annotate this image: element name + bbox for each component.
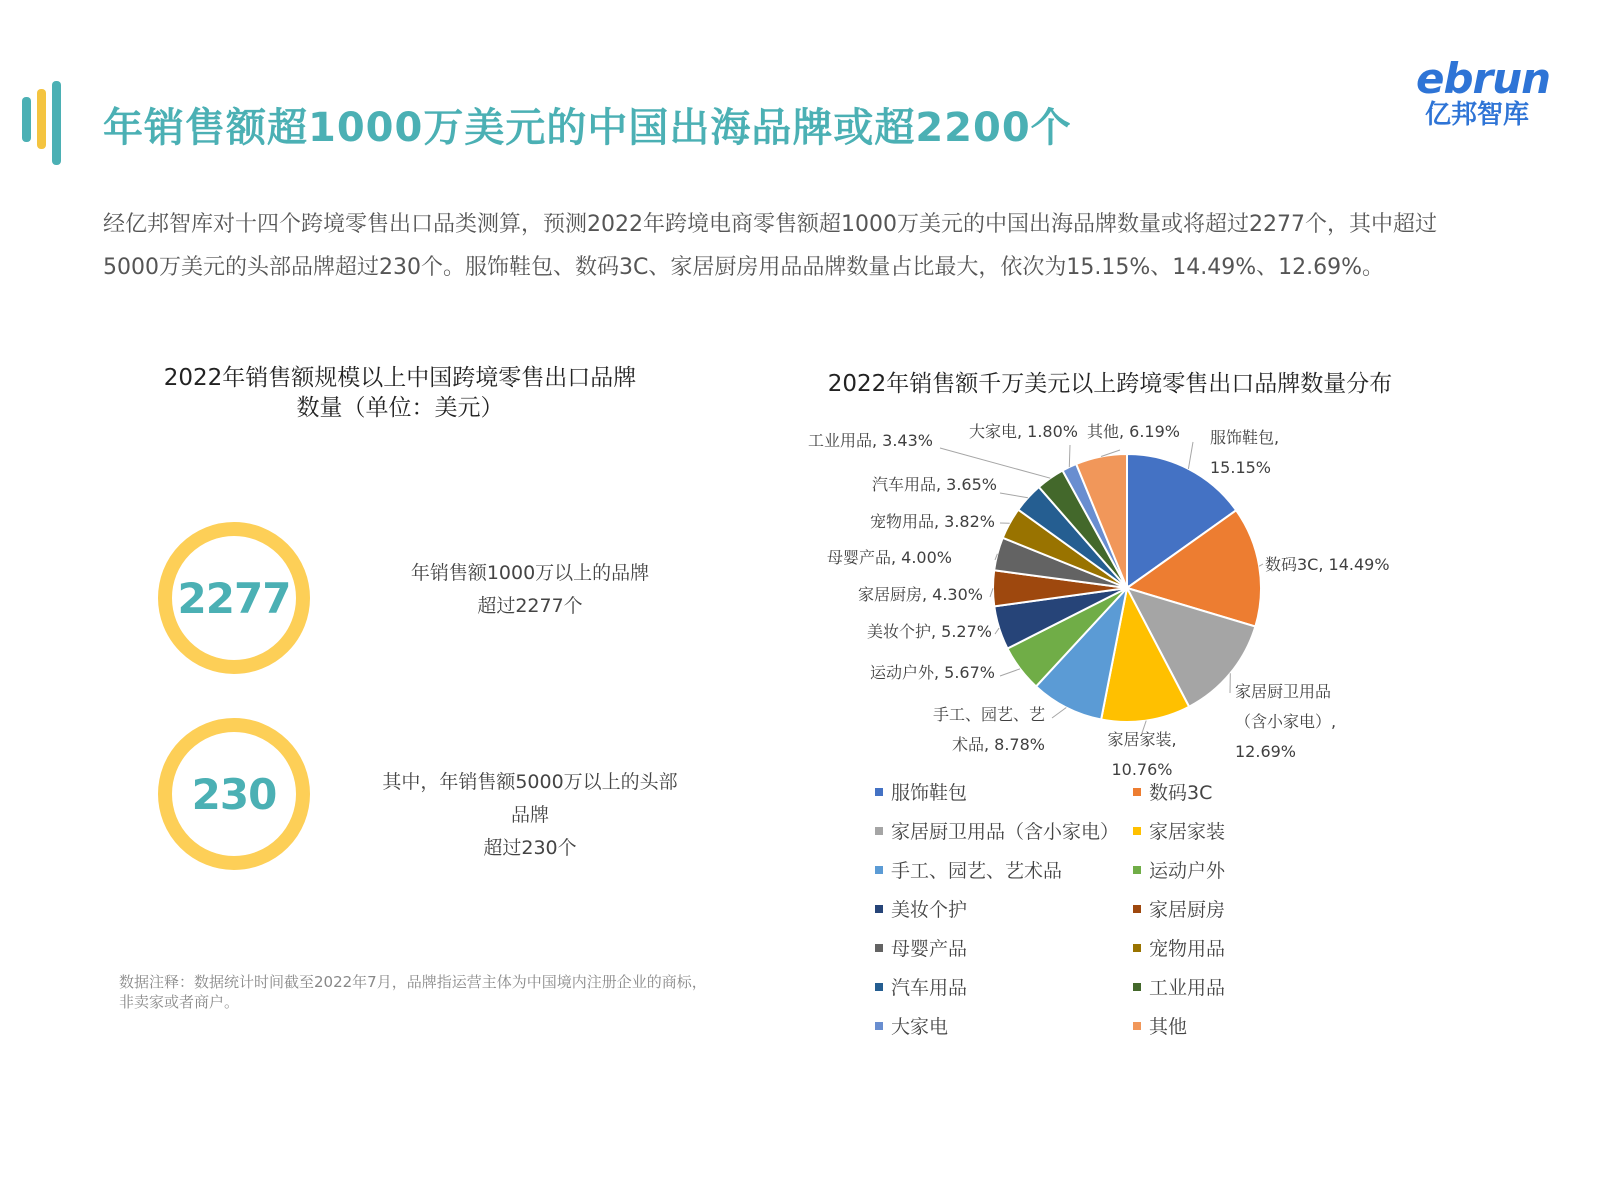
pie-data-label [1210, 428, 1279, 477]
pie-label-line: （含小家电）, [1235, 712, 1337, 731]
legend-item [1133, 928, 1391, 967]
pie-label-line: 其他, 6.19% [1086, 422, 1180, 441]
legend-label: 美妆个护 [891, 899, 968, 921]
logo-wordmark: ebrun [1416, 54, 1551, 103]
left-panel-title [130, 363, 670, 423]
stat-desc-line: 其中，年销售额5000万以上的头部 [382, 771, 678, 793]
legend-label: 其他 [1149, 1016, 1188, 1038]
legend-swatch [1133, 1022, 1141, 1030]
legend-swatch [1133, 827, 1141, 835]
stat-ring-230 [158, 718, 310, 870]
pie-data-label [1087, 422, 1180, 441]
pie-leader-line [940, 448, 1050, 478]
pie-label-line: 家居厨房, 4.30% [857, 585, 983, 604]
legend-swatch [875, 866, 883, 874]
legend-label: 服饰鞋包 [891, 782, 968, 804]
pie-data-label [1107, 730, 1176, 775]
legend-item [875, 889, 1133, 928]
stat-ring-2277 [158, 522, 310, 674]
legend-swatch [1133, 983, 1141, 991]
legend-label: 手工、园艺、艺术品 [891, 860, 1063, 882]
pie-leader-line [1052, 708, 1066, 719]
data-footnote [119, 972, 769, 1012]
legend-item [1133, 889, 1391, 928]
pie-chart [780, 415, 1440, 775]
stat-description [350, 766, 710, 865]
logo-chinese-name: 亿邦智库 [1424, 100, 1529, 130]
stat-desc-line: 超过2277个 [477, 595, 583, 617]
legend-item [875, 1006, 1133, 1045]
legend-item [875, 811, 1133, 850]
legend-label: 汽车用品 [891, 977, 968, 999]
ebrun-logo [1416, 54, 1551, 130]
legend-swatch [875, 983, 883, 991]
legend-item [875, 850, 1133, 889]
pie-data-label [867, 622, 992, 641]
pie-label-line: 术品, 8.78% [951, 735, 1045, 754]
stat-desc-line: 品牌 [510, 804, 549, 826]
pie-data-label [1235, 682, 1336, 761]
accent-bar-short [22, 97, 31, 142]
legend-item [1133, 850, 1391, 889]
legend-label: 大家电 [891, 1016, 949, 1038]
intro-paragraph [103, 203, 1503, 289]
legend-swatch [1133, 788, 1141, 796]
legend-swatch [875, 1022, 883, 1030]
pie-leader-line [995, 628, 999, 634]
legend-label: 数码3C [1149, 782, 1213, 804]
pie-label-line: 美妆个护, 5.27% [866, 622, 992, 641]
legend-swatch [875, 788, 883, 796]
pie-leader-line [1188, 442, 1193, 469]
pie-leader-line [1000, 669, 1020, 676]
pie-label-line: 工业用品, 3.43% [807, 431, 933, 450]
legend-swatch [875, 905, 883, 913]
pie-leader-line [1069, 445, 1070, 467]
pie-data-label [808, 431, 933, 450]
pie-label-line: 母婴产品, 4.00% [826, 548, 952, 567]
pie-data-label [870, 512, 995, 531]
footnote-line-1: 数据注释：数据统计时间截至2022年7月，品牌指运营主体为中国境内注册企业的商标， [119, 973, 707, 991]
pie-data-label [870, 663, 995, 682]
pie-label-line: 大家电, 1.80% [968, 422, 1078, 441]
pie-data-label [827, 548, 952, 567]
chart-title: 2022年销售额千万美元以上跨境零售出口品牌数量分布 [827, 371, 1393, 397]
pie-label-line: 家居家装, [1107, 730, 1177, 749]
stat-description [350, 557, 710, 623]
left-title-line-2: 数量（单位：美元） [296, 395, 504, 421]
legend-label: 家居厨房 [1149, 899, 1226, 921]
pie-label-line: 家居厨卫用品 [1235, 682, 1332, 701]
page-title: 年销售额超1000万美元的中国出海品牌或超2200个 [103, 105, 1072, 151]
accent-bar-tall [52, 81, 61, 165]
pie-data-label [933, 705, 1045, 754]
legend-label: 运动户外 [1149, 860, 1226, 882]
legend-swatch [1133, 944, 1141, 952]
pie-label-line: 手工、园艺、艺 [932, 705, 1045, 724]
stat-value: 230 [191, 769, 277, 819]
stat-value: 2277 [177, 573, 291, 623]
pie-label-line: 15.15% [1210, 458, 1272, 477]
legend-swatch [1133, 905, 1141, 913]
legend-swatch [1133, 866, 1141, 874]
legend-label: 宠物用品 [1149, 938, 1226, 960]
left-title-line-1: 2022年销售额规模以上中国跨境零售出口品牌 [163, 365, 637, 391]
legend-item [1133, 1006, 1391, 1045]
legend-swatch [875, 827, 883, 835]
chart-legend [875, 772, 1395, 1045]
pie-data-label [872, 475, 997, 494]
stat-desc-line: 超过230个 [483, 837, 577, 859]
pie-label-line: 10.76% [1111, 760, 1173, 775]
intro-line-2: 5000万美元的头部品牌超过230个。服饰鞋包、数码3C、家居厨房用品品牌数量占比最大，依次为15.15%、14.49%、12.69%。 [103, 255, 1384, 280]
pie-label-line: 宠物用品, 3.82% [869, 512, 995, 531]
pie-label-line: 数码3C, 14.49% [1265, 555, 1390, 574]
legend-label: 母婴产品 [891, 938, 968, 960]
legend-label: 家居家装 [1149, 821, 1226, 843]
footnote-line-2: 非卖家或者商户。 [119, 993, 240, 1011]
pie-data-label [858, 585, 983, 604]
legend-label: 工业用品 [1149, 977, 1226, 999]
intro-line-1: 经亿邦智库对十四个跨境零售出口品类测算，预测2022年跨境电商零售额超1000万美元的中国出海品牌数量或将超过2277个，其中超过 [103, 212, 1437, 237]
legend-swatch [875, 944, 883, 952]
pie-label-line: 汽车用品, 3.65% [871, 475, 997, 494]
legend-label: 家居厨卫用品（含小家电） [891, 821, 1120, 843]
accent-bar-middle [37, 89, 46, 149]
pie-data-label [1265, 555, 1390, 574]
legend-item [875, 772, 1133, 811]
pie-data-label [969, 422, 1078, 441]
legend-item [1133, 811, 1391, 850]
pie-label-line: 12.69% [1235, 742, 1297, 761]
legend-item [1133, 772, 1391, 811]
pie-label-line: 运动户外, 5.67% [869, 663, 995, 682]
legend-item [875, 967, 1133, 1006]
pie-leader-line [1000, 493, 1028, 498]
legend-item [1133, 967, 1391, 1006]
legend-item [875, 928, 1133, 967]
stat-desc-line: 年销售额1000万以上的品牌 [410, 562, 650, 584]
pie-label-line: 服饰鞋包, [1210, 428, 1280, 447]
